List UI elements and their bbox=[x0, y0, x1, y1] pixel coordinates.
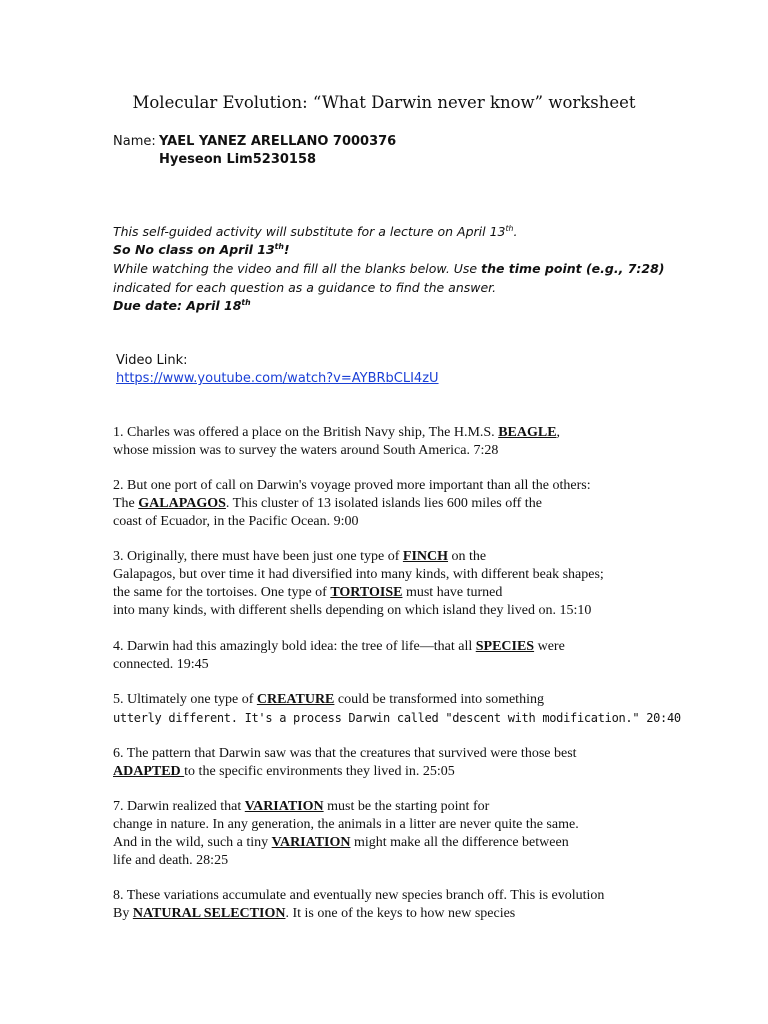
question-6-line-2: ADAPTED to the specific environments they lived in. 25:05 bbox=[113, 764, 455, 779]
student-name-2: Hyeseon Lim5230158 bbox=[159, 152, 317, 167]
question-3-line-1: 3. Originally, there must have been just one type of FINCH on the bbox=[113, 549, 487, 564]
answer-beagle: BEAGLE bbox=[498, 425, 557, 440]
question-7-line-2: change in nature. In any generation, the animals in a litter are never quite the same. bbox=[113, 817, 579, 832]
page-title: Molecular Evolution: “What Darwin never know” worksheet bbox=[132, 93, 636, 112]
answer-variation-2: VARIATION bbox=[271, 835, 351, 850]
answer-galapagos: GALAPAGOS bbox=[138, 496, 226, 511]
instruction-line-3: While watching the video and fill all the blanks below. Use the time point (e.g., 7:28) bbox=[113, 261, 665, 276]
due-date: Due date: April 18th bbox=[113, 297, 251, 313]
answer-tortoise: TORTOISE bbox=[330, 585, 403, 600]
question-8-line-2: By NATURAL SELECTION. It is one of the keys to how new species bbox=[113, 906, 516, 921]
answer-finch: FINCH bbox=[402, 549, 449, 564]
question-7-line-4: life and death. 28:25 bbox=[113, 853, 229, 868]
answer-adapted: ADAPTED bbox=[113, 764, 185, 779]
video-link[interactable]: https://www.youtube.com/watch?v=AYBRbCLI4zU bbox=[116, 371, 439, 386]
video-link-label: Video Link: bbox=[116, 353, 188, 368]
instruction-line-2: So No class on April 13th! bbox=[113, 241, 290, 257]
question-3-line-3: the same for the tortoises. One type of TORTOISE must have turned bbox=[113, 585, 503, 600]
question-6-line-1: 6. The pattern that Darwin saw was that the creatures that survived were those best bbox=[113, 746, 577, 761]
name-label: Name: bbox=[113, 134, 156, 149]
question-5-line-1: 5. Ultimately one type of CREATURE could be transformed into something bbox=[113, 692, 544, 707]
question-2-line-1: 2. But one port of call on Darwin's voyage proved more important than all the others: bbox=[113, 478, 591, 493]
question-8-line-1: 8. These variations accumulate and eventually new species branch off. This is evolution bbox=[113, 888, 605, 903]
question-1-line-1: 1. Charles was offered a place on the British Navy ship, The H.M.S. BEAGLE, bbox=[113, 425, 561, 440]
question-4-line-2: connected. 19:45 bbox=[113, 657, 209, 672]
question-3-line-2: Galapagos, but over time it had diversified into many kinds, with different beak shapes; bbox=[113, 567, 604, 582]
instruction-line-4: indicated for each question as a guidance to find the answer. bbox=[113, 280, 497, 295]
question-7-line-1: 7. Darwin realized that VARIATION must be the starting point for bbox=[113, 799, 490, 814]
question-4-line-1: 4. Darwin had this amazingly bold idea: the tree of life—that all SPECIES were bbox=[113, 639, 565, 654]
question-2-line-3: coast of Ecuador, in the Pacific Ocean. 9:00 bbox=[113, 514, 359, 529]
answer-variation-1: VARIATION bbox=[244, 799, 324, 814]
question-1-line-2: whose mission was to survey the waters around South America. 7:28 bbox=[113, 443, 499, 458]
question-7-line-3: And in the wild, such a tiny VARIATION might make all the difference between bbox=[113, 835, 569, 850]
answer-species: SPECIES bbox=[475, 639, 535, 654]
answer-natural-selection: NATURAL SELECTION bbox=[132, 906, 286, 921]
student-name-1: YAEL YANEZ ARELLANO 7000376 bbox=[159, 134, 397, 149]
question-5-line-2: utterly different. It's a process Darwin called "descent with modification." 20:40 bbox=[113, 711, 681, 725]
instruction-line-1: This self-guided activity will substitute for a lecture on April 13th. bbox=[113, 223, 518, 239]
answer-creature: CREATURE bbox=[256, 692, 335, 707]
question-2-line-2: The GALAPAGOS. This cluster of 13 isolated islands lies 600 miles off the bbox=[113, 496, 542, 511]
question-3-line-4: into many kinds, with different shells depending on which island they lived on. 15:10 bbox=[113, 603, 592, 618]
